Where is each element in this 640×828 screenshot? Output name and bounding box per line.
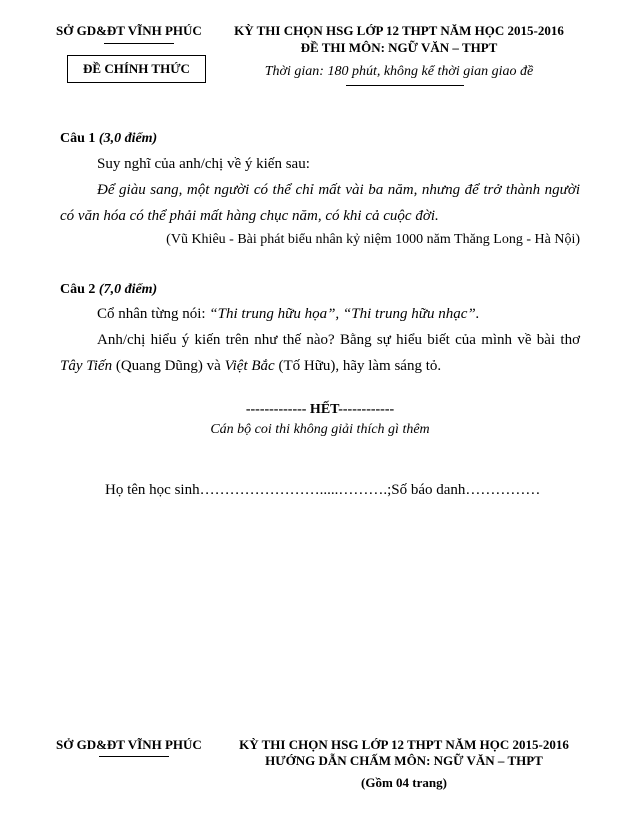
department-underline xyxy=(104,43,174,44)
department-name: SỞ GD&ĐT VĨNH PHÚC xyxy=(56,23,202,38)
official-label-box xyxy=(67,55,206,83)
footer-guide-title: HƯỚNG DẪN CHẤM MÔN: NGỮ VĂN – THPT xyxy=(265,753,543,768)
candidate-info-line: Họ tên học sinh…………………….....……….;Số báo danh…………… xyxy=(105,482,541,498)
exam-title: KỲ THI CHỌN HSG LỚP 12 THPT NĂM HỌC 2015-2016 xyxy=(234,23,564,38)
time-note: Thời gian: 180 phút, không kể thời gian giao đề xyxy=(264,64,534,79)
footer-department-name: SỞ GD&ĐT VĨNH PHÚC xyxy=(56,737,202,752)
question-2-task-c: (Tố Hữu), hãy làm sáng tỏ. xyxy=(274,358,442,374)
question-2-task-a: Anh/chị hiểu ý kiến trên như thế nào? Bằng sự hiểu biết của mình về bài thơ xyxy=(97,332,580,348)
question-2-statement-quote: “Thi trung hữu họa”, “Thi trung hữu nhạc”. xyxy=(209,306,480,322)
end-note: Cán bộ coi thi không giải thích gì thêm xyxy=(210,422,430,437)
footer-department-underline xyxy=(99,756,169,757)
end-mark: ------------- HẾT------------ xyxy=(245,402,395,417)
question-1-points: (3,0 điểm) xyxy=(98,131,158,146)
question-1-heading xyxy=(60,131,157,147)
official-label: ĐỀ CHÍNH THỨC xyxy=(83,61,190,76)
question-2-task xyxy=(60,327,580,379)
poem-viet-bac: Việt Bắc xyxy=(224,358,275,374)
exam-subject: ĐỀ THI MÔN: NGỮ VĂN – THPT xyxy=(300,40,498,55)
time-note-underline xyxy=(346,85,464,86)
question-1-label: Câu 1 xyxy=(60,131,96,146)
footer-page-count: (Gồm 04 trang) xyxy=(361,775,447,790)
question-2-statement xyxy=(97,306,479,323)
question-2-statement-prefix: Cổ nhân từng nói: xyxy=(97,306,210,322)
question-1-source: (Vũ Khiêu - Bài phát biểu nhân kỷ niệm 1000 năm Thăng Long - Hà Nội) xyxy=(166,232,580,247)
poem-tay-tien: Tây Tiến xyxy=(60,358,113,374)
question-1-quote: Để giàu sang, một người có thể chỉ mất vài ba năm, nhưng để trở thành người có văn hóa có thể phải mất hàng chục năm, có khi cả cuộc đời. xyxy=(60,182,580,224)
question-1-intro: Suy nghĩ của anh/chị về ý kiến sau: xyxy=(97,156,310,172)
question-2-points: (7,0 điểm) xyxy=(98,282,158,297)
question-2-task-b: (Quang Dũng) và xyxy=(112,358,225,374)
footer-exam-title: KỲ THI CHỌN HSG LỚP 12 THPT NĂM HỌC 2015-2016 xyxy=(239,737,569,752)
question-2-label: Câu 2 xyxy=(60,282,96,297)
question-2-heading xyxy=(60,282,157,298)
